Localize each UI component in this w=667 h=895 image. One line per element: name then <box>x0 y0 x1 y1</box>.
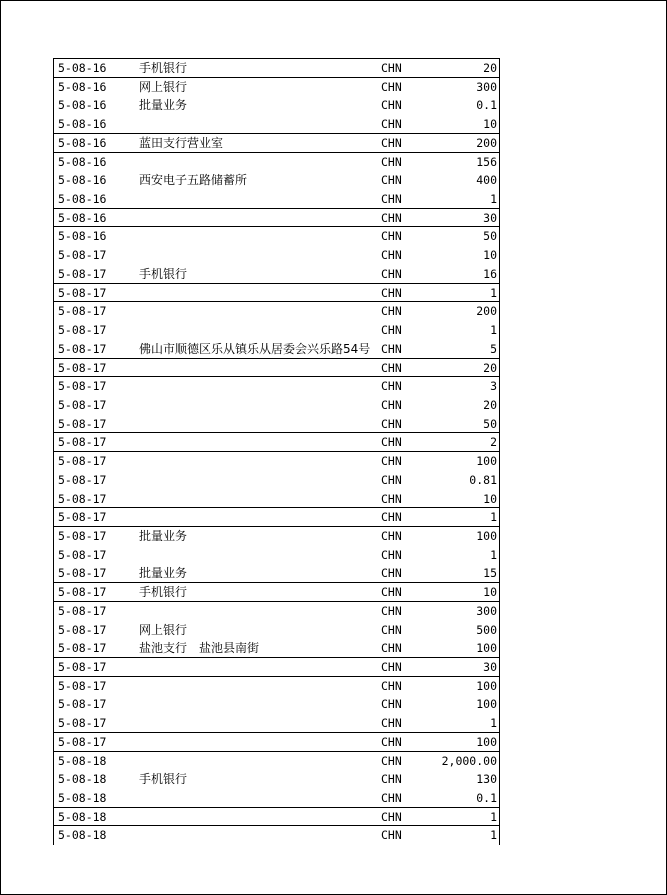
row-amount: 50 <box>483 229 497 244</box>
row-date: 5-08-17 <box>58 323 107 338</box>
row-amount: 30 <box>483 210 497 225</box>
row-amount: 100 <box>476 454 497 469</box>
row-currency: CHN <box>381 660 402 674</box>
row-date: 5-08-17 <box>58 660 107 674</box>
row-currency: CHN <box>381 304 402 319</box>
table-row <box>54 284 499 303</box>
table-row <box>54 808 499 827</box>
row-date: 5-08-16 <box>58 210 107 225</box>
row-date: 5-08-17 <box>58 566 107 581</box>
table-row <box>54 452 499 471</box>
row-amount: 2,000.00 <box>441 753 497 768</box>
row-date: 5-08-17 <box>58 416 107 431</box>
row-amount: 20 <box>483 61 497 75</box>
row-amount: 10 <box>483 491 497 506</box>
table-row <box>54 396 499 415</box>
row-amount: 10 <box>483 585 497 600</box>
table-row <box>54 733 499 752</box>
table-row <box>54 227 499 246</box>
row-amount: 156 <box>476 154 497 169</box>
row-currency: CHN <box>381 266 402 281</box>
row-date: 5-08-18 <box>58 772 107 787</box>
row-amount: 1 <box>490 323 497 338</box>
row-currency: CHN <box>381 79 402 94</box>
row-currency: CHN <box>381 248 402 263</box>
table-row <box>54 302 499 321</box>
table-row <box>54 621 499 640</box>
row-description: 盐池支行 盐池县南街 <box>139 641 260 656</box>
row-date: 5-08-17 <box>58 716 107 731</box>
row-currency: CHN <box>381 135 402 150</box>
row-date: 5-08-17 <box>58 585 107 600</box>
row-amount: 1 <box>490 828 497 843</box>
row-date: 5-08-18 <box>58 809 107 824</box>
row-currency: CHN <box>381 98 402 113</box>
row-amount: 10 <box>483 248 497 263</box>
table-row <box>54 359 499 378</box>
table-row <box>54 340 499 359</box>
table-row <box>54 714 499 733</box>
row-currency: CHN <box>381 603 402 618</box>
row-currency: CHN <box>381 397 402 412</box>
row-date: 5-08-17 <box>58 266 107 281</box>
row-currency: CHN <box>381 173 402 188</box>
row-date: 5-08-17 <box>58 528 107 543</box>
row-date: 5-08-17 <box>58 622 107 637</box>
row-date: 5-08-16 <box>58 117 107 132</box>
table-row <box>54 695 499 714</box>
table-row <box>54 658 499 677</box>
transaction-table <box>53 58 500 845</box>
table-row <box>54 415 499 434</box>
row-currency: CHN <box>381 828 402 843</box>
row-currency: CHN <box>381 192 402 207</box>
row-date: 5-08-17 <box>58 678 107 693</box>
row-currency: CHN <box>381 809 402 824</box>
row-amount: 200 <box>476 135 497 150</box>
table-row <box>54 433 499 452</box>
table-row <box>54 78 499 97</box>
row-amount: 1 <box>490 510 497 525</box>
row-date: 5-08-16 <box>58 135 107 150</box>
row-date: 5-08-17 <box>58 248 107 263</box>
row-description: 网上银行 <box>139 79 188 94</box>
table-row <box>54 752 499 771</box>
row-date: 5-08-17 <box>58 379 107 394</box>
row-amount: 100 <box>476 734 497 749</box>
row-date: 5-08-17 <box>58 641 107 656</box>
row-amount: 400 <box>476 173 497 188</box>
row-amount: 3 <box>490 379 497 394</box>
row-date: 5-08-17 <box>58 734 107 749</box>
row-amount: 0.1 <box>476 98 497 113</box>
row-currency: CHN <box>381 416 402 431</box>
row-currency: CHN <box>381 435 402 450</box>
row-date: 5-08-17 <box>58 697 107 712</box>
table-row <box>54 677 499 696</box>
table-row <box>54 564 499 583</box>
row-currency: CHN <box>381 697 402 712</box>
row-date: 5-08-16 <box>58 98 107 113</box>
row-amount: 100 <box>476 528 497 543</box>
row-amount: 1 <box>490 716 497 731</box>
table-row <box>54 377 499 396</box>
row-description: 批量业务 <box>139 566 188 581</box>
row-amount: 1 <box>490 285 497 300</box>
table-row <box>54 583 499 602</box>
row-amount: 1 <box>490 547 497 562</box>
row-amount: 30 <box>483 660 497 674</box>
row-currency: CHN <box>381 622 402 637</box>
row-currency: CHN <box>381 360 402 375</box>
row-currency: CHN <box>381 734 402 749</box>
row-amount: 100 <box>476 641 497 656</box>
row-date: 5-08-18 <box>58 828 107 843</box>
row-date: 5-08-16 <box>58 192 107 207</box>
row-currency: CHN <box>381 285 402 300</box>
row-amount: 20 <box>483 360 497 375</box>
table-row <box>54 546 499 565</box>
row-currency: CHN <box>381 210 402 225</box>
row-amount: 100 <box>476 678 497 693</box>
row-date: 5-08-17 <box>58 510 107 525</box>
row-description: 批量业务 <box>139 98 188 113</box>
row-description: 网上银行 <box>139 622 188 637</box>
row-date: 5-08-18 <box>58 753 107 768</box>
table-row <box>54 490 499 509</box>
row-description: 批量业务 <box>139 528 188 543</box>
table-row <box>54 209 499 228</box>
table-row <box>54 602 499 621</box>
row-currency: CHN <box>381 472 402 487</box>
row-currency: CHN <box>381 678 402 693</box>
row-date: 5-08-17 <box>58 285 107 300</box>
table-row <box>54 190 499 209</box>
row-description: 手机银行 <box>139 585 188 600</box>
row-description: 手机银行 <box>139 266 188 281</box>
row-date: 5-08-18 <box>58 791 107 806</box>
row-currency: CHN <box>381 229 402 244</box>
table-row <box>54 508 499 527</box>
table-row <box>54 789 499 808</box>
row-amount: 0.81 <box>469 472 497 487</box>
row-amount: 20 <box>483 397 497 412</box>
table-row <box>54 471 499 490</box>
row-currency: CHN <box>381 528 402 543</box>
row-description: 手机银行 <box>139 772 188 787</box>
row-amount: 2 <box>490 435 497 450</box>
row-amount: 500 <box>476 622 497 637</box>
row-date: 5-08-16 <box>58 154 107 169</box>
table-row <box>54 770 499 789</box>
row-amount: 16 <box>483 266 497 281</box>
row-currency: CHN <box>381 547 402 562</box>
row-date: 5-08-17 <box>58 491 107 506</box>
row-amount: 200 <box>476 304 497 319</box>
row-amount: 5 <box>490 341 497 356</box>
row-date: 5-08-17 <box>58 472 107 487</box>
row-date: 5-08-17 <box>58 360 107 375</box>
table-row <box>54 246 499 265</box>
row-date: 5-08-17 <box>58 454 107 469</box>
row-date: 5-08-16 <box>58 229 107 244</box>
table-row <box>54 115 499 134</box>
row-amount: 10 <box>483 117 497 132</box>
row-date: 5-08-16 <box>58 173 107 188</box>
row-currency: CHN <box>381 323 402 338</box>
row-amount: 0.1 <box>476 791 497 806</box>
table-row <box>54 826 499 845</box>
row-amount: 1 <box>490 192 497 207</box>
row-date: 5-08-16 <box>58 79 107 94</box>
row-amount: 1 <box>490 809 497 824</box>
table-row <box>54 265 499 284</box>
row-date: 5-08-17 <box>58 603 107 618</box>
row-currency: CHN <box>381 341 402 356</box>
table-row <box>54 59 499 78</box>
table-row <box>54 527 499 546</box>
row-currency: CHN <box>381 454 402 469</box>
row-date: 5-08-16 <box>58 61 107 75</box>
row-currency: CHN <box>381 154 402 169</box>
row-amount: 300 <box>476 603 497 618</box>
row-amount: 15 <box>483 566 497 581</box>
row-description: 西安电子五路储蓄所 <box>139 173 248 188</box>
row-date: 5-08-17 <box>58 397 107 412</box>
row-description: 佛山市顺德区乐从镇乐从居委会兴乐路54号 <box>139 341 371 356</box>
row-currency: CHN <box>381 753 402 768</box>
table-row <box>54 153 499 172</box>
row-currency: CHN <box>381 510 402 525</box>
table-row <box>54 96 499 115</box>
row-date: 5-08-17 <box>58 341 107 356</box>
row-currency: CHN <box>381 566 402 581</box>
table-row <box>54 134 499 153</box>
row-currency: CHN <box>381 491 402 506</box>
row-description: 手机银行 <box>139 61 188 75</box>
table-row <box>54 321 499 340</box>
row-amount: 50 <box>483 416 497 431</box>
row-currency: CHN <box>381 641 402 656</box>
row-currency: CHN <box>381 791 402 806</box>
row-currency: CHN <box>381 585 402 600</box>
row-date: 5-08-17 <box>58 435 107 450</box>
row-currency: CHN <box>381 61 402 75</box>
row-currency: CHN <box>381 772 402 787</box>
row-date: 5-08-17 <box>58 547 107 562</box>
row-amount: 300 <box>476 79 497 94</box>
row-currency: CHN <box>381 117 402 132</box>
row-amount: 100 <box>476 697 497 712</box>
row-description: 蓝田支行营业室 <box>139 135 224 150</box>
row-amount: 130 <box>476 772 497 787</box>
row-currency: CHN <box>381 716 402 731</box>
row-date: 5-08-17 <box>58 304 107 319</box>
table-row <box>54 171 499 190</box>
row-currency: CHN <box>381 379 402 394</box>
table-row <box>54 639 499 658</box>
